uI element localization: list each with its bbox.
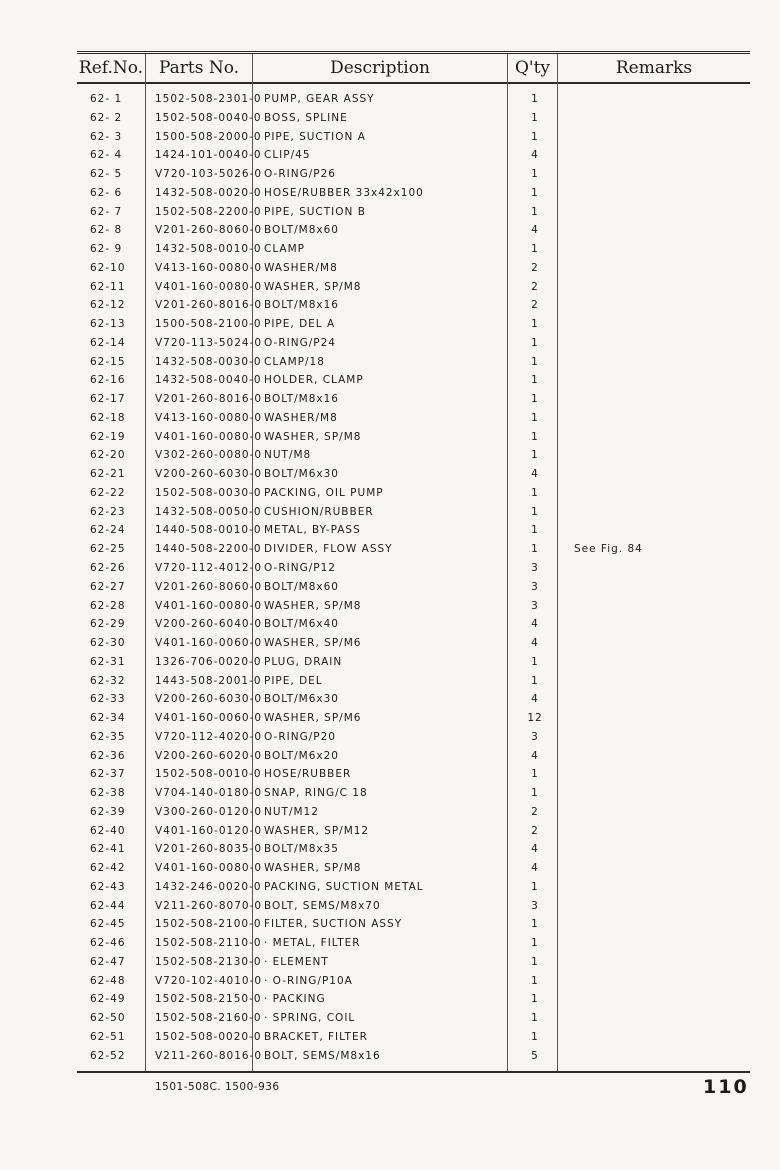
quantity-cell: 1: [531, 974, 539, 987]
ref-cell: 62-23: [90, 505, 126, 518]
part-number-cell: V401-160-0080-0: [155, 430, 263, 443]
ref-cell: 62-15: [90, 355, 126, 368]
ref-cell: 62-42: [90, 862, 126, 875]
description-cell: · METAL, FILTER: [264, 937, 361, 950]
ref-cell: 62-37: [90, 768, 126, 781]
part-number-cell: 1432-508-0040-0: [155, 374, 262, 387]
part-number-cell: V720-103-5026-0: [155, 168, 263, 181]
table-row: [0, 803, 780, 822]
quantity-cell: 1: [531, 430, 539, 443]
ref-cell: 62-40: [90, 824, 126, 837]
quantity-cell: 1: [531, 993, 539, 1006]
description-cell: BOLT/M6x30: [264, 468, 339, 481]
part-number-cell: 1432-508-0020-0: [155, 186, 262, 199]
table-row: [0, 597, 780, 616]
table-row: [0, 90, 780, 109]
part-number-cell: 1326-706-0020-0: [155, 655, 262, 668]
quantity-cell: 1: [531, 674, 539, 687]
part-number-cell: 1440-508-2200-0: [155, 543, 262, 556]
description-cell: WASHER, SP/M8: [264, 280, 362, 293]
ref-cell: 62-50: [90, 1012, 126, 1025]
description-cell: CLAMP: [264, 243, 305, 256]
quantity-cell: 1: [531, 205, 539, 218]
table-row: [0, 390, 780, 409]
table-row: [0, 165, 780, 184]
ref-cell: 62-49: [90, 993, 126, 1006]
description-cell: CLAMP/18: [264, 355, 325, 368]
quantity-cell: 1: [531, 374, 539, 387]
table-row: [0, 540, 780, 559]
header-remarks: Remarks: [615, 58, 693, 78]
header-qty: Q'ty: [514, 58, 551, 78]
table-row: [0, 728, 780, 747]
table-row: [0, 409, 780, 428]
quantity-cell: 1: [531, 524, 539, 537]
part-number-cell: 1424-101-0040-0: [155, 149, 262, 162]
description-cell: BOLT/M8x16: [264, 393, 339, 406]
description-cell: WASHER, SP/M12: [264, 824, 370, 837]
description-cell: BOLT/M6x20: [264, 749, 339, 762]
ref-cell: 62-12: [90, 299, 126, 312]
quantity-cell: 2: [531, 299, 539, 312]
header-parts-no: Parts No.: [158, 58, 240, 78]
part-number-cell: 1432-508-0010-0: [155, 243, 262, 256]
table-row: [0, 915, 780, 934]
table-row: [0, 972, 780, 991]
footer-drawing-code: 1501-508C. 1500-936: [155, 1081, 280, 1093]
table-row: [0, 371, 780, 390]
table-row: [0, 1047, 780, 1066]
ref-cell: 62-10: [90, 261, 126, 274]
part-number-cell: 1502-508-0010-0: [155, 768, 262, 781]
quantity-cell: 3: [531, 580, 539, 593]
description-cell: O-RING/P12: [264, 562, 336, 574]
remarks-cell: See Fig. 84: [574, 543, 643, 556]
part-number-cell: 1502-508-2110-0: [155, 937, 262, 950]
quantity-cell: 1: [531, 243, 539, 256]
quantity-cell: 1: [531, 336, 539, 349]
quantity-cell: 1: [531, 918, 539, 931]
quantity-cell: 4: [531, 224, 539, 237]
table-row: [0, 259, 780, 278]
table-row: [0, 296, 780, 315]
table-row: [0, 521, 780, 540]
description-cell: BOLT/M8x16: [264, 299, 339, 312]
description-cell: PACKING, OIL PUMP: [264, 486, 384, 499]
part-number-cell: V201-260-8016-0: [155, 393, 263, 406]
part-number-cell: V401-160-0120-0: [155, 824, 263, 837]
table-row: [0, 315, 780, 334]
description-cell: O-RING/P24: [264, 336, 336, 349]
table-row: [0, 559, 780, 578]
ref-cell: 62- 2: [90, 111, 123, 124]
part-number-cell: 1502-508-2301-0: [155, 93, 262, 105]
description-cell: BOLT, SEMS/M8x16: [264, 1049, 381, 1062]
part-number-cell: 1502-508-2150-0: [155, 993, 262, 1006]
ref-cell: 62-31: [90, 655, 126, 668]
ref-cell: 62-46: [90, 937, 126, 950]
quantity-cell: 4: [531, 618, 539, 631]
quantity-cell: 1: [531, 411, 539, 424]
quantity-cell: 1: [531, 543, 539, 556]
part-number-cell: V401-160-0080-0: [155, 599, 263, 612]
table-row: [0, 578, 780, 597]
quantity-cell: 4: [531, 468, 539, 481]
table-row: [0, 765, 780, 784]
quantity-cell: 1: [531, 130, 539, 143]
quantity-cell: 2: [531, 280, 539, 293]
quantity-cell: 4: [531, 693, 539, 706]
part-number-cell: V401-160-0060-0: [155, 637, 263, 650]
description-cell: WASHER, SP/M8: [264, 599, 362, 612]
description-cell: PIPE, SUCTION B: [264, 205, 366, 218]
description-cell: · ELEMENT: [264, 955, 329, 968]
description-cell: WASHER, SP/M6: [264, 637, 362, 650]
quantity-cell: 1: [531, 111, 539, 124]
table-row: [0, 428, 780, 447]
part-number-cell: 1500-508-2100-0: [155, 318, 262, 331]
description-cell: CUSHION/RUBBER: [264, 505, 374, 518]
description-cell: HOSE/RUBBER 33x42x100: [264, 186, 424, 199]
table-row: [0, 859, 780, 878]
part-number-cell: 1432-508-0050-0: [155, 505, 262, 518]
ref-cell: 62-51: [90, 1031, 126, 1043]
table-row: [0, 1028, 780, 1047]
table-row: [0, 822, 780, 841]
ref-cell: 62-27: [90, 580, 126, 593]
ref-cell: 62-32: [90, 674, 126, 687]
part-number-cell: 1443-508-2001-0: [155, 674, 262, 687]
description-cell: SNAP, RING/C 18: [264, 787, 368, 800]
table-row: [0, 503, 780, 522]
quantity-cell: 1: [531, 186, 539, 199]
header-bottom-rule: [77, 82, 750, 84]
ref-cell: 62-19: [90, 430, 126, 443]
part-number-cell: 1432-246-0020-0: [155, 880, 262, 893]
part-number-cell: V401-160-0080-0: [155, 862, 263, 875]
quantity-cell: 1: [531, 880, 539, 893]
ref-cell: 62-11: [90, 280, 126, 293]
table-row: [0, 897, 780, 916]
ref-cell: 62-22: [90, 486, 126, 499]
description-cell: BOLT/M8x35: [264, 843, 339, 856]
description-cell: PIPE, SUCTION A: [264, 130, 366, 143]
ref-cell: 62-13: [90, 318, 126, 331]
ref-cell: 62- 4: [90, 149, 123, 162]
quantity-cell: 1: [531, 393, 539, 406]
quantity-cell: 4: [531, 862, 539, 875]
quantity-cell: 1: [531, 505, 539, 518]
part-number-cell: V201-260-8060-0: [155, 580, 263, 593]
part-number-cell: 1432-508-0030-0: [155, 355, 262, 368]
ref-cell: 62- 1: [90, 93, 123, 105]
header-ref-no: Ref.No.: [78, 58, 144, 78]
table-row: [0, 709, 780, 728]
description-cell: PLUG, DRAIN: [264, 655, 343, 668]
quantity-cell: 1: [531, 655, 539, 668]
part-number-cell: V300-260-0120-0: [155, 805, 263, 818]
description-cell: BOLT, SEMS/M8x70: [264, 899, 381, 912]
part-number-cell: 1502-508-2200-0: [155, 205, 262, 218]
quantity-cell: 1: [531, 355, 539, 368]
table-row: [0, 109, 780, 128]
part-number-cell: V211-260-8016-0: [155, 1049, 263, 1062]
quantity-cell: 3: [531, 599, 539, 612]
ref-cell: 62-28: [90, 599, 126, 612]
part-number-cell: V720-112-4020-0: [155, 730, 263, 743]
ref-cell: 62-24: [90, 524, 126, 537]
table-row: [0, 690, 780, 709]
description-cell: BOLT/M6x30: [264, 693, 339, 706]
ref-cell: 62-26: [90, 562, 126, 574]
quantity-cell: 3: [531, 899, 539, 912]
description-cell: WASHER, SP/M8: [264, 430, 362, 443]
description-cell: PIPE, DEL: [264, 674, 323, 687]
description-cell: NUT/M12: [264, 805, 319, 818]
table-row: [0, 615, 780, 634]
part-number-cell: 1502-508-2130-0: [155, 955, 262, 968]
part-number-cell: V201-260-8060-0: [155, 224, 263, 237]
part-number-cell: V200-260-6040-0: [155, 618, 263, 631]
part-number-cell: V413-160-0080-0: [155, 261, 263, 274]
header-top-rule: [77, 51, 750, 52]
description-cell: WASHER/M8: [264, 261, 338, 274]
table-row: [0, 128, 780, 147]
quantity-cell: 1: [531, 955, 539, 968]
quantity-cell: 1: [531, 168, 539, 181]
quantity-cell: 1: [531, 449, 539, 462]
table-row: [0, 203, 780, 222]
table-row: [0, 784, 780, 803]
ref-cell: 62- 6: [90, 186, 123, 199]
quantity-cell: 4: [531, 149, 539, 162]
description-cell: PUMP, GEAR ASSY: [264, 93, 375, 105]
table-row: [0, 446, 780, 465]
table-bottom-rule: [77, 1071, 750, 1073]
table-row: [0, 747, 780, 766]
description-cell: DIVIDER, FLOW ASSY: [264, 543, 393, 556]
ref-cell: 62-34: [90, 712, 126, 725]
part-number-cell: V211-260-8070-0: [155, 899, 263, 912]
part-number-cell: V413-160-0080-0: [155, 411, 263, 424]
quantity-cell: 3: [531, 562, 539, 574]
description-cell: O-RING/P20: [264, 730, 336, 743]
table-row: [0, 278, 780, 297]
part-number-cell: V200-260-6020-0: [155, 749, 263, 762]
part-number-cell: V720-112-4012-0: [155, 562, 263, 574]
table-row: [0, 221, 780, 240]
part-number-cell: 1502-508-0040-0: [155, 111, 262, 124]
description-cell: BRACKET, FILTER: [264, 1031, 368, 1043]
page-number: 110: [703, 1076, 749, 1098]
ref-cell: 62-29: [90, 618, 126, 631]
part-number-cell: 1502-508-0030-0: [155, 486, 262, 499]
table-row: [0, 953, 780, 972]
quantity-cell: 1: [531, 93, 539, 105]
ref-cell: 62-43: [90, 880, 126, 893]
part-number-cell: 1500-508-2000-0: [155, 130, 262, 143]
ref-cell: 62-52: [90, 1049, 126, 1062]
part-number-cell: V401-160-0080-0: [155, 280, 263, 293]
description-cell: FILTER, SUCTION ASSY: [264, 918, 403, 931]
ref-cell: 62-30: [90, 637, 126, 650]
ref-cell: 62-16: [90, 374, 126, 387]
ref-cell: 62- 9: [90, 243, 123, 256]
description-cell: · PACKING: [264, 993, 326, 1006]
ref-cell: 62-41: [90, 843, 126, 856]
table-row: [0, 653, 780, 672]
header-description: Description: [330, 58, 430, 78]
ref-cell: 62-33: [90, 693, 126, 706]
part-number-cell: V200-260-6030-0: [155, 693, 263, 706]
quantity-cell: 1: [531, 1031, 539, 1043]
description-cell: BOLT/M8x60: [264, 580, 339, 593]
quantity-cell: 1: [531, 787, 539, 800]
ref-cell: 62-18: [90, 411, 126, 424]
ref-cell: 62-36: [90, 749, 126, 762]
ref-cell: 62-48: [90, 974, 126, 987]
ref-cell: 62- 7: [90, 205, 123, 218]
ref-cell: 62-14: [90, 336, 126, 349]
table-row: [0, 146, 780, 165]
quantity-cell: 2: [531, 261, 539, 274]
part-number-cell: V200-260-6030-0: [155, 468, 263, 481]
quantity-cell: 1: [531, 318, 539, 331]
description-cell: BOSS, SPLINE: [264, 111, 348, 124]
table-row: [0, 465, 780, 484]
table-row: [0, 634, 780, 653]
table-row: [0, 934, 780, 953]
description-cell: HOSE/RUBBER: [264, 768, 352, 781]
description-cell: HOLDER, CLAMP: [264, 374, 364, 387]
part-number-cell: V401-160-0060-0: [155, 712, 263, 725]
ref-cell: 62-17: [90, 393, 126, 406]
part-number-cell: 1502-508-2160-0: [155, 1012, 262, 1025]
description-cell: BOLT/M8x60: [264, 224, 339, 237]
ref-cell: 62-45: [90, 918, 126, 931]
description-cell: WASHER/M8: [264, 411, 338, 424]
table-row: [0, 840, 780, 859]
part-number-cell: 1440-508-0010-0: [155, 524, 262, 537]
table-row: [0, 1009, 780, 1028]
description-cell: O-RING/P26: [264, 168, 336, 181]
table-row: [0, 878, 780, 897]
ref-cell: 62- 5: [90, 168, 123, 181]
table-row: [0, 990, 780, 1009]
quantity-cell: 5: [531, 1049, 539, 1062]
part-number-cell: V704-140-0180-0: [155, 787, 263, 800]
quantity-cell: 4: [531, 637, 539, 650]
description-cell: PACKING, SUCTION METAL: [264, 880, 424, 893]
part-number-cell: V720-113-5024-0: [155, 336, 263, 349]
part-number-cell: V720-102-4010-0: [155, 974, 263, 987]
ref-cell: 62-25: [90, 543, 126, 556]
part-number-cell: 1502-508-0020-0: [155, 1031, 262, 1043]
quantity-cell: 2: [531, 824, 539, 837]
quantity-cell: 4: [531, 843, 539, 856]
description-cell: · SPRING, COIL: [264, 1012, 356, 1025]
part-number-cell: V302-260-0080-0: [155, 449, 263, 462]
table-row: [0, 353, 780, 372]
description-cell: · O-RING/P10A: [264, 974, 353, 987]
ref-cell: 62- 3: [90, 130, 123, 143]
ref-cell: 62-20: [90, 449, 126, 462]
part-number-cell: V201-260-8016-0: [155, 299, 263, 312]
table-row: [0, 672, 780, 691]
ref-cell: 62-47: [90, 955, 126, 968]
quantity-cell: 2: [531, 805, 539, 818]
description-cell: BOLT/M6x40: [264, 618, 339, 631]
table-row: [0, 484, 780, 503]
description-cell: PIPE, DEL A: [264, 318, 336, 331]
ref-cell: 62-38: [90, 787, 126, 800]
description-cell: NUT/M8: [264, 449, 312, 462]
part-number-cell: V201-260-8035-0: [155, 843, 263, 856]
description-cell: CLIP/45: [264, 149, 311, 162]
description-cell: METAL, BY-PASS: [264, 524, 361, 537]
description-cell: WASHER, SP/M6: [264, 712, 362, 725]
table-row: [0, 240, 780, 259]
part-number-cell: 1502-508-2100-0: [155, 918, 262, 931]
quantity-cell: 1: [531, 937, 539, 950]
quantity-cell: 12: [527, 712, 543, 725]
table-row: [0, 334, 780, 353]
quantity-cell: 1: [531, 1012, 539, 1025]
ref-cell: 62-21: [90, 468, 126, 481]
ref-cell: 62- 8: [90, 224, 123, 237]
quantity-cell: 1: [531, 486, 539, 499]
quantity-cell: 3: [531, 730, 539, 743]
quantity-cell: 4: [531, 749, 539, 762]
quantity-cell: 1: [531, 768, 539, 781]
ref-cell: 62-35: [90, 730, 126, 743]
table-row: [0, 184, 780, 203]
description-cell: WASHER, SP/M8: [264, 862, 362, 875]
ref-cell: 62-44: [90, 899, 126, 912]
ref-cell: 62-39: [90, 805, 126, 818]
